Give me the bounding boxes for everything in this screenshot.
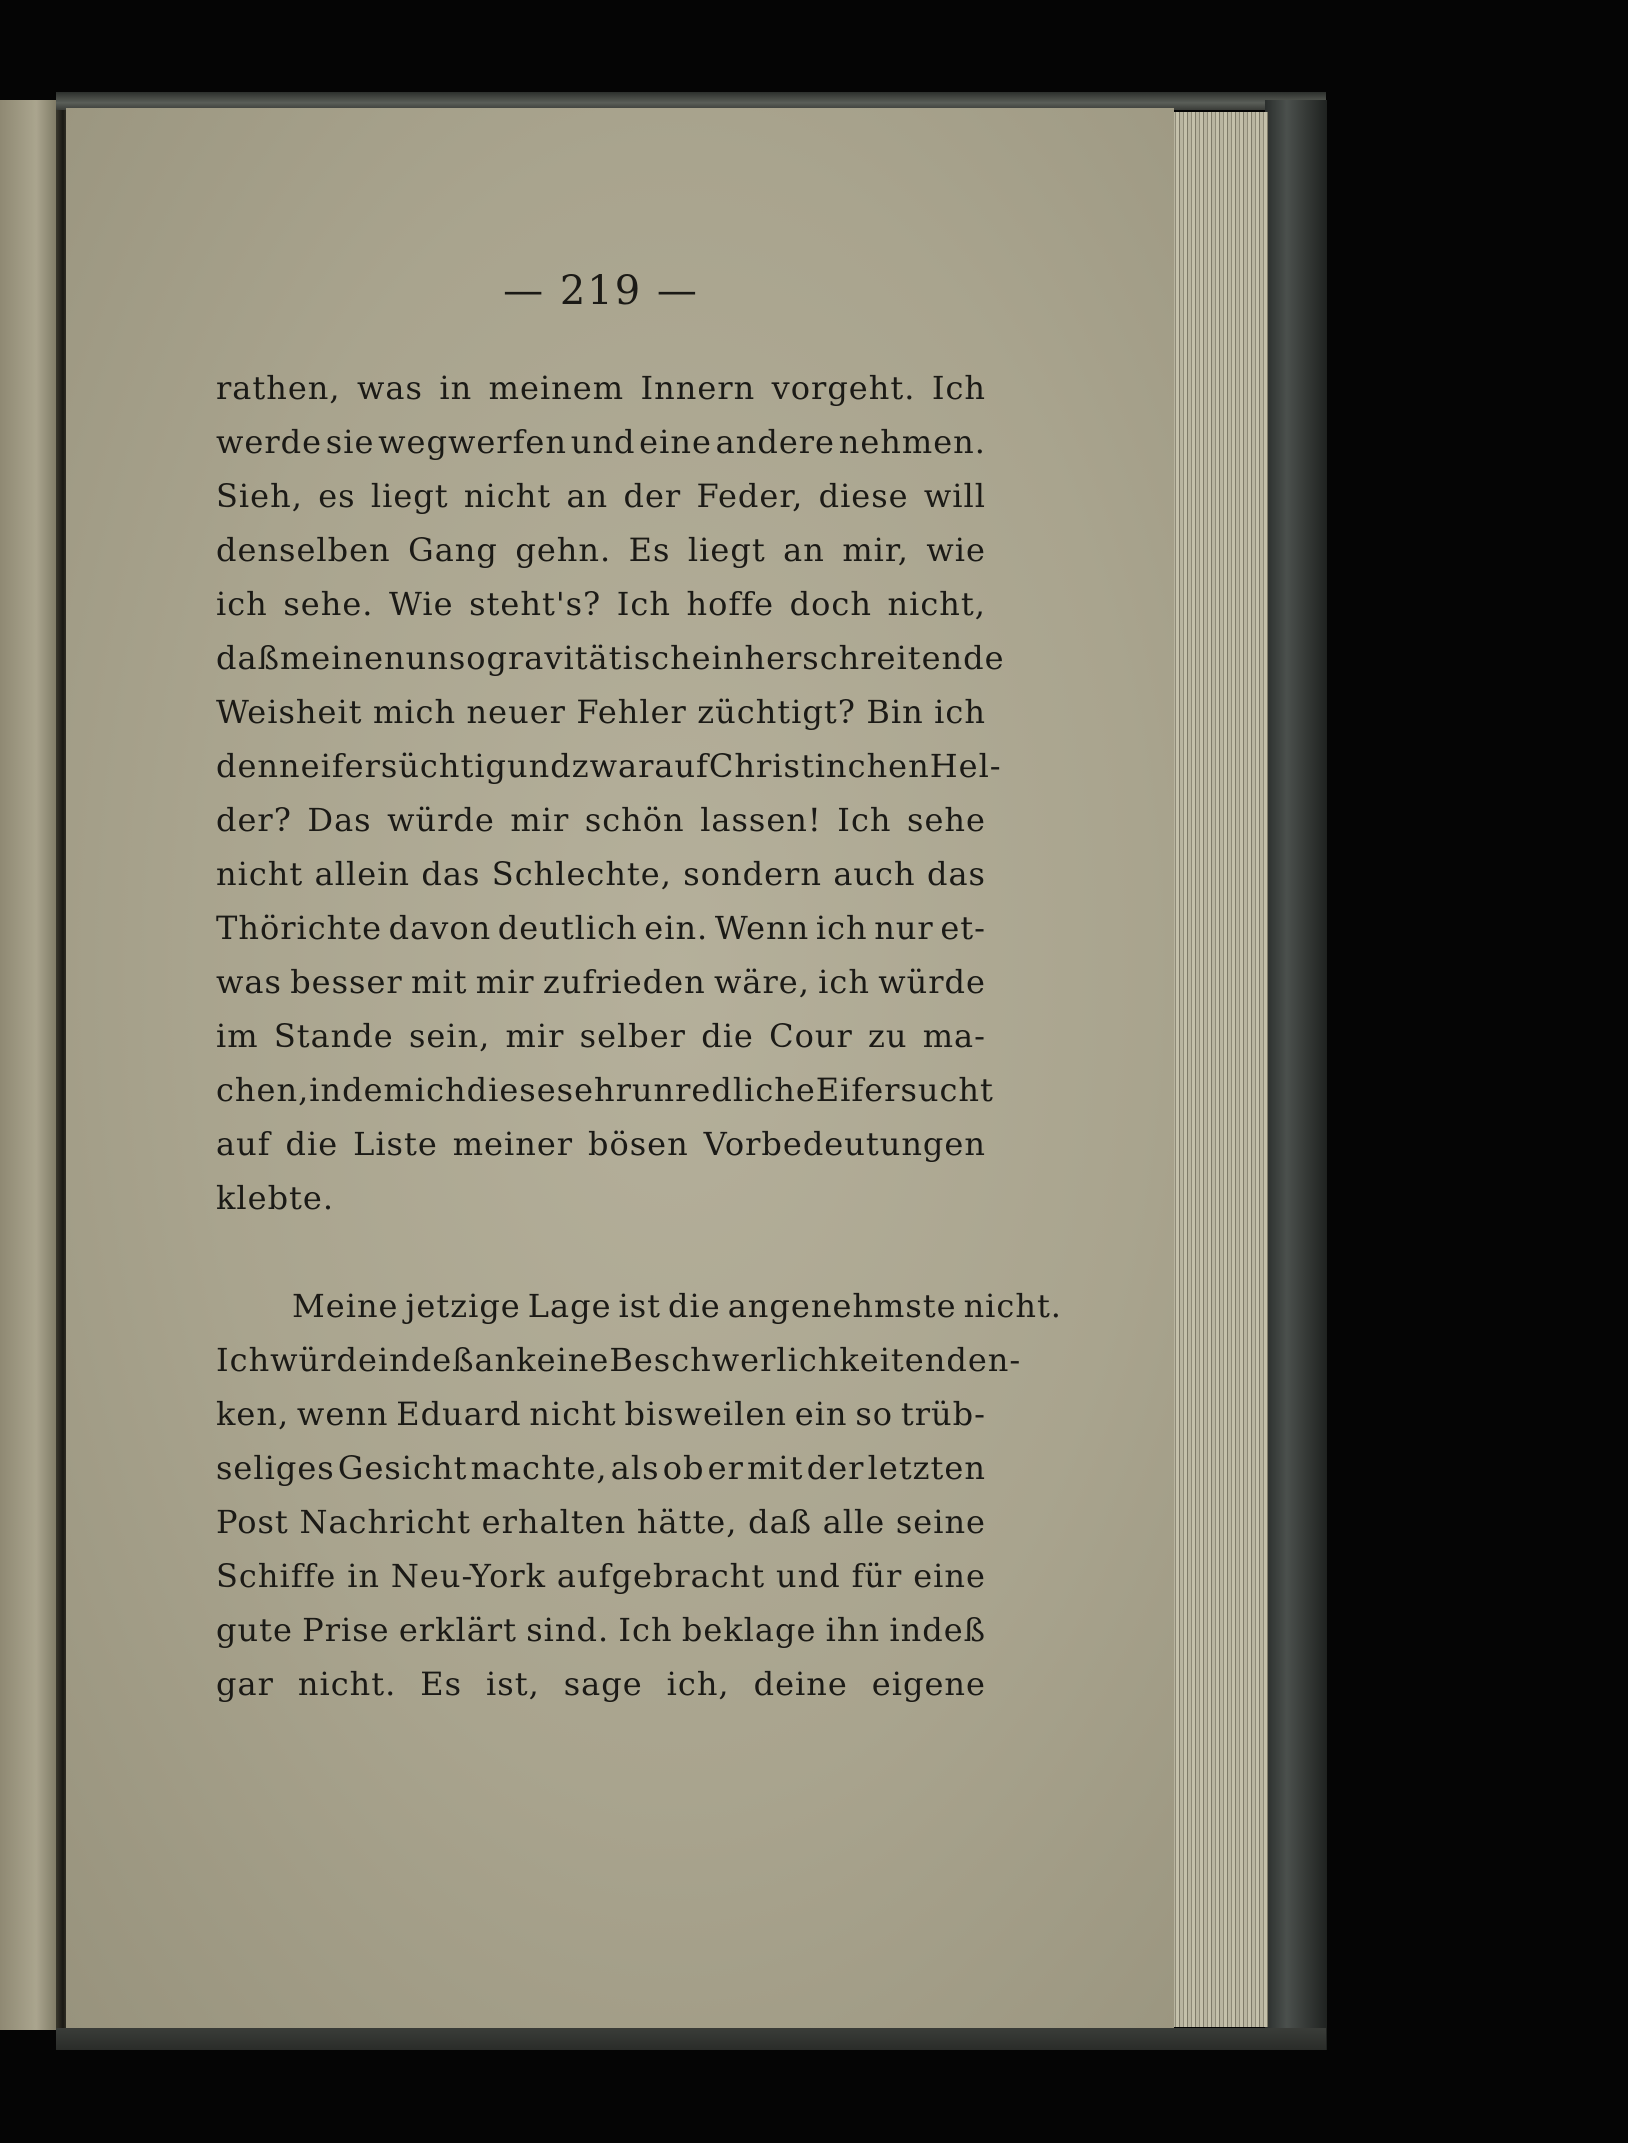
word: was [357, 369, 423, 407]
word: mir [510, 801, 570, 839]
word: vorgeht. [771, 369, 916, 407]
word: Schiffe [216, 1557, 337, 1595]
word: nicht [216, 855, 304, 893]
text-line [216, 1338, 1022, 1382]
word: für [851, 1557, 903, 1595]
word: wäre, [714, 963, 810, 1001]
word: Post [216, 1503, 289, 1541]
word: nicht [529, 1395, 617, 1433]
word: Thörichte [216, 909, 383, 947]
word: eine [639, 423, 712, 461]
word: sondern [683, 855, 822, 893]
word: bisweilen [624, 1395, 787, 1433]
word: an [474, 1341, 517, 1379]
word: als [610, 1449, 660, 1487]
word: Cour [769, 1017, 853, 1055]
word: et- [940, 909, 986, 947]
word: Neu-York [390, 1557, 547, 1595]
word: beklage [681, 1611, 817, 1649]
word: indeß [377, 1341, 475, 1379]
word: an [566, 477, 609, 515]
word: auch [833, 855, 916, 893]
word: ist, [486, 1665, 540, 1703]
word: Beschwerlichkeiten [609, 1341, 947, 1379]
word: gehn. [515, 531, 612, 569]
word: neuer [466, 693, 566, 731]
word: Ich [216, 1341, 271, 1379]
word: allein [314, 855, 410, 893]
word: nicht. [963, 1287, 1062, 1325]
word: Stande [273, 1017, 394, 1055]
word: Prise [302, 1611, 390, 1649]
word: Sieh, [216, 477, 303, 515]
word: Christinchen [708, 747, 930, 785]
word: würde [878, 963, 986, 1001]
word: lassen! [700, 801, 822, 839]
text-line [216, 528, 986, 572]
word: sind. [526, 1611, 610, 1649]
text-line [216, 636, 1005, 680]
text-line [216, 474, 986, 518]
word: Weisheit [216, 693, 363, 731]
word: züchtigt? [697, 693, 856, 731]
word: selber [579, 1017, 686, 1055]
word: unredliche [631, 1071, 816, 1109]
word: er [707, 1449, 744, 1487]
word: liegt [370, 477, 449, 515]
word: im [216, 1017, 259, 1055]
word: doch [789, 585, 872, 623]
word: auf [216, 1125, 271, 1163]
word: Eifersucht [815, 1071, 994, 1109]
word: wenn [296, 1395, 389, 1433]
word: meiner [452, 1125, 574, 1163]
word: mir, [842, 531, 909, 569]
word: was [216, 963, 282, 1001]
word: und [507, 747, 572, 785]
word: will [923, 477, 986, 515]
text-line [216, 798, 986, 842]
word: Ich [616, 585, 671, 623]
word: Bin [866, 693, 924, 731]
word: ihn [825, 1611, 881, 1649]
word: sage [563, 1665, 643, 1703]
word: Das [307, 801, 372, 839]
word: angenehmste [727, 1287, 957, 1325]
word: erhalten [481, 1503, 627, 1541]
word: Innern [640, 369, 756, 407]
word: der? [216, 801, 292, 839]
word: daß [748, 1503, 813, 1541]
text-line [216, 582, 986, 626]
word: seine [895, 1503, 986, 1541]
word: ein. [644, 909, 709, 947]
text-line: klebte. [216, 1179, 335, 1217]
word: rathen, [216, 369, 341, 407]
word: denn [216, 747, 301, 785]
word: ich [815, 909, 868, 947]
word: hoffe [686, 585, 775, 623]
word: auf [654, 747, 709, 785]
word: Gesicht [337, 1449, 468, 1487]
word: keine [516, 1341, 610, 1379]
word: meinem [488, 369, 625, 407]
word: schön [584, 801, 685, 839]
word: mich [372, 693, 457, 731]
word: den- [946, 1341, 1022, 1379]
text-line [216, 420, 986, 464]
word: zu [867, 1017, 908, 1055]
word: zwar [571, 747, 655, 785]
text-line [216, 1446, 986, 1490]
word: die [285, 1125, 339, 1163]
text-line [216, 1554, 986, 1598]
word: werde [216, 423, 323, 461]
word: Vorbedeutungen [703, 1125, 986, 1163]
text-line [216, 1608, 986, 1652]
text-line [216, 906, 986, 950]
word: indem [309, 1071, 415, 1109]
text-line [216, 852, 986, 896]
word: und [776, 1557, 841, 1595]
word: wie [926, 531, 986, 569]
word: diese [466, 1071, 557, 1109]
book-cover-edge [1265, 100, 1327, 2050]
word: Fehler [576, 693, 687, 731]
word: Liste [353, 1125, 438, 1163]
word: steht's? [469, 585, 602, 623]
text-line [216, 1014, 986, 1058]
word: die [668, 1287, 721, 1325]
word: diese [818, 477, 909, 515]
word: Eduard [396, 1395, 522, 1433]
word: seliges [216, 1449, 335, 1487]
word: ich [216, 585, 268, 623]
word: ich [818, 963, 870, 1001]
word: Wie [389, 585, 454, 623]
word: mit [410, 963, 468, 1001]
word: nicht, [887, 585, 986, 623]
word: bösen [588, 1125, 689, 1163]
text-line [216, 1122, 986, 1166]
word: denselben [216, 531, 391, 569]
text-line [216, 1392, 986, 1436]
text-line [216, 1068, 994, 1112]
word: mir [505, 1017, 565, 1055]
word: nicht [463, 477, 552, 515]
word: ma- [922, 1017, 986, 1055]
word: so [855, 1395, 894, 1433]
word: gravitätisch [486, 639, 692, 677]
word: liegt [687, 531, 766, 569]
text-line [216, 960, 986, 1004]
word: ich [414, 1071, 467, 1109]
word: nehmen. [838, 423, 986, 461]
word: Feder, [696, 477, 804, 515]
word: der [806, 1449, 865, 1487]
word: gute [216, 1611, 293, 1649]
word: nur [874, 909, 934, 947]
word: Wenn [714, 909, 810, 947]
word: erklärt [398, 1611, 517, 1649]
word: deine [753, 1665, 848, 1703]
word: machte, [470, 1449, 608, 1487]
word: ich, [666, 1665, 730, 1703]
word: Hel- [929, 747, 1002, 785]
word: gar [216, 1665, 274, 1703]
text-line [216, 1662, 986, 1706]
word: nicht. [297, 1665, 397, 1703]
word: einherschreitende [691, 639, 1005, 677]
word: würde [387, 801, 495, 839]
word: mir [475, 963, 535, 1001]
word: das [421, 855, 481, 893]
text-line [216, 744, 1002, 788]
text-line [216, 1500, 986, 1544]
word: sie [325, 423, 375, 461]
word: besser [290, 963, 403, 1001]
word: eifersüchtig [300, 747, 508, 785]
word: Gang [408, 531, 498, 569]
word: eine [913, 1557, 986, 1595]
word: ich [934, 693, 986, 731]
word: der [623, 477, 682, 515]
word: Es [628, 531, 671, 569]
word: Lage [527, 1287, 612, 1325]
word: jetzige [405, 1287, 521, 1325]
word: deutlich [497, 909, 638, 947]
word: davon [388, 909, 492, 947]
cover-bottom-edge [56, 2028, 1326, 2050]
word: ken, [216, 1395, 290, 1433]
word: ist [618, 1287, 662, 1325]
word: an [783, 531, 825, 569]
page-number: — 219 — [503, 268, 699, 314]
word: sehe [907, 801, 986, 839]
word: zufrieden [542, 963, 706, 1001]
word: es [318, 477, 356, 515]
word: das [926, 855, 986, 893]
word: nun [384, 639, 449, 677]
page-stack-edges [1172, 112, 1268, 2027]
word: und [570, 423, 636, 461]
text-line [216, 366, 986, 410]
word: Ich [837, 801, 892, 839]
word: die [701, 1017, 754, 1055]
word: wegwerfen [378, 423, 567, 461]
book-page [66, 108, 1174, 2028]
word: Es [420, 1665, 463, 1703]
word: meine [279, 639, 384, 677]
word: so [448, 639, 487, 677]
word: sehe. [283, 585, 374, 623]
word: Meine [292, 1287, 399, 1325]
word: ein [794, 1395, 848, 1433]
paragraph-first-line [216, 1284, 1062, 1328]
word: daß [216, 639, 280, 677]
word: hätte, [636, 1503, 738, 1541]
word: mit [747, 1449, 804, 1487]
word: indeß [889, 1611, 986, 1649]
word: andere [715, 423, 835, 461]
word: in [439, 369, 473, 407]
word: aufgebracht [556, 1557, 766, 1595]
word: eigene [871, 1665, 986, 1703]
word: in [347, 1557, 381, 1595]
word: Ich [618, 1611, 673, 1649]
word: würde [270, 1341, 378, 1379]
word: letzten [867, 1449, 986, 1487]
word: chen, [216, 1071, 310, 1109]
word: Nachricht [299, 1503, 471, 1541]
word: trüb- [900, 1395, 986, 1433]
word: Schlechte, [491, 855, 672, 893]
word: alle [822, 1503, 886, 1541]
word: sein, [408, 1017, 491, 1055]
word: Ich [931, 369, 986, 407]
text-line [216, 690, 986, 734]
word: ob [662, 1449, 705, 1487]
word: sehr [556, 1071, 632, 1109]
